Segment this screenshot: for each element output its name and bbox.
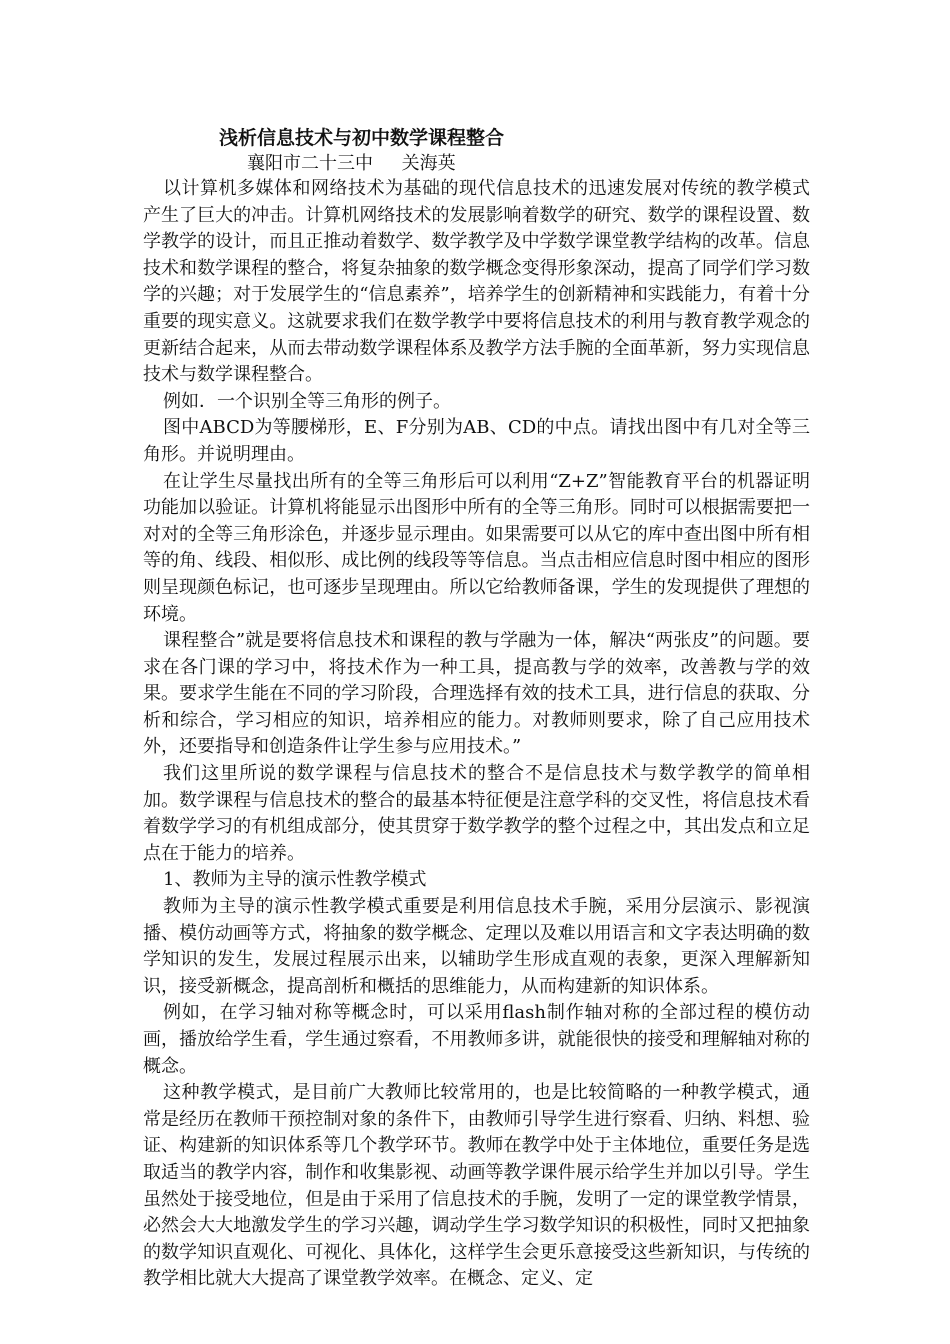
author-line: 襄阳市二十三中 关海英	[247, 153, 456, 174]
paragraph-integration-meaning: 我们这里所说的数学课程与信息技术的整合不是信息技术与数学教学的简单相加。数学课程与信息技术的整合的最基本特征便是注意学科的交叉性，将信息技术看着数学学习的有机组成部分，使其贯穿于数学教学的整个过程之中，其出发点和立足点在于能力的培养。	[143, 763, 810, 864]
document-title: 浅析信息技术与初中数学课程整合	[219, 127, 505, 149]
paragraph-intro: 以计算机多媒体和网络技术为基础的现代信息技术的迅速发展对传统的教学模式产生了巨大的冲击。计算机网络技术的发展影响着数学的研究、数学的课程设置、数学教学的设计，而且正推动着数学、数学教学及中学数学课堂教学结构的改革。信息技术和数学课程的整合，将复杂抽象的数学概念变得形象深动，提高了同学们学习数学的兴趣；对于发展学生的“信息素养”，培养学生的创新精神和实践能力，有着十分重要的现实意义。这就要求我们在数学教学中要将信息技术的利用与教育教学观念的更新结合起来，从而去带动数学课程体系及教学方法手腕的全面革新，努力实现信息技术与数学课程整合。	[143, 178, 810, 386]
paragraph-demo-example: 例如，在学习轴对称等概念时，可以采用flash制作轴对称的全部过程的模仿动画，播放给学生看，学生通过察看，不用教师多讲，就能很快的接受和理解轴对称的概念。	[143, 1002, 810, 1077]
paragraph-demo-analysis: 这种教学模式，是目前广大教师比较常用的，也是比较简略的一种教学模式，通常是经历在教师干预控制对象的条件下，由教师引导学生进行察看、归纳、料想、验证、构建新的知识体系等几个教学环节。教师在教学中处于主体地位，重要任务是选取适当的教学内容，制作和收集影视、动画等教学课件展示给学生并加以引导。学生虽然处于接受地位，但是由于采用了信息技术的手腕，发明了一定的课堂教学情景，必然会大大地激发学生的学习兴趣，调动学生学习数学知识的积极性，同时又把抽象的数学知识直观化、可视化、具体化，这样学生会更乐意接受这些新知识，与传统的教学相比就大大提高了课堂教学效率。在概念、定义、定	[143, 1082, 810, 1290]
paragraph-course-integration: 课程整合”就是要将信息技术和课程的教与学融为一体，解决“两张皮”的问题。要求在各门课的学习中，将技术作为一种工具，提高教与学的效率，改善教与学的效果。要求学生能在不同的学习阶段，合理选择有效的技术工具，进行信息的获取、分析和综合，学习相应的知识，培养相应的能力。对教师则要求，除了自己应用技术外，还要指导和创造条件让学生参与应用技术。”	[143, 630, 810, 758]
document-body	[143, 124, 810, 1293]
paragraph-example-problem: 图中ABCD为等腰梯形，E、F分别为AB、CD的中点。请找出图中有几对全等三角形。并说明理由。	[143, 417, 810, 465]
paragraph-demo-mode: 教师为主导的演示性教学模式重要是利用信息技术手腕，采用分层演示、影视演播、模仿动画等方式，将抽象的数学概念、定理以及难以用语言和文字表达明确的数学知识的发生，发展过程展示出来，以辅助学生形成直观的表象，更深入理解新知识，接受新概念，提高剖析和概括的思维能力，从而构建新的知识体系。	[143, 896, 810, 997]
paragraph-example-intro: 例如．一个识别全等三角形的例子。	[163, 390, 451, 412]
paragraph-example-verification: 在让学生尽量找出所有的全等三角形后可以利用“Z+Z”智能教育平台的机器证明功能加以验证。计算机将能显示出图形中所有的全等三角形。同时可以根据需要把一对对的全等三角形涂色，并逐步显示理由。如果需要可以从它的库中查出图中所有相等的角、线段、相似形、成比例的线段等等信息。当点击相应信息时图中相应的图形则呈现颜色标记，也可逐步呈现理由。所以它给教师备课，学生的发现提供了理想的环境。	[143, 470, 810, 625]
section-heading-1: 1、教师为主导的演示性教学模式	[163, 869, 427, 891]
